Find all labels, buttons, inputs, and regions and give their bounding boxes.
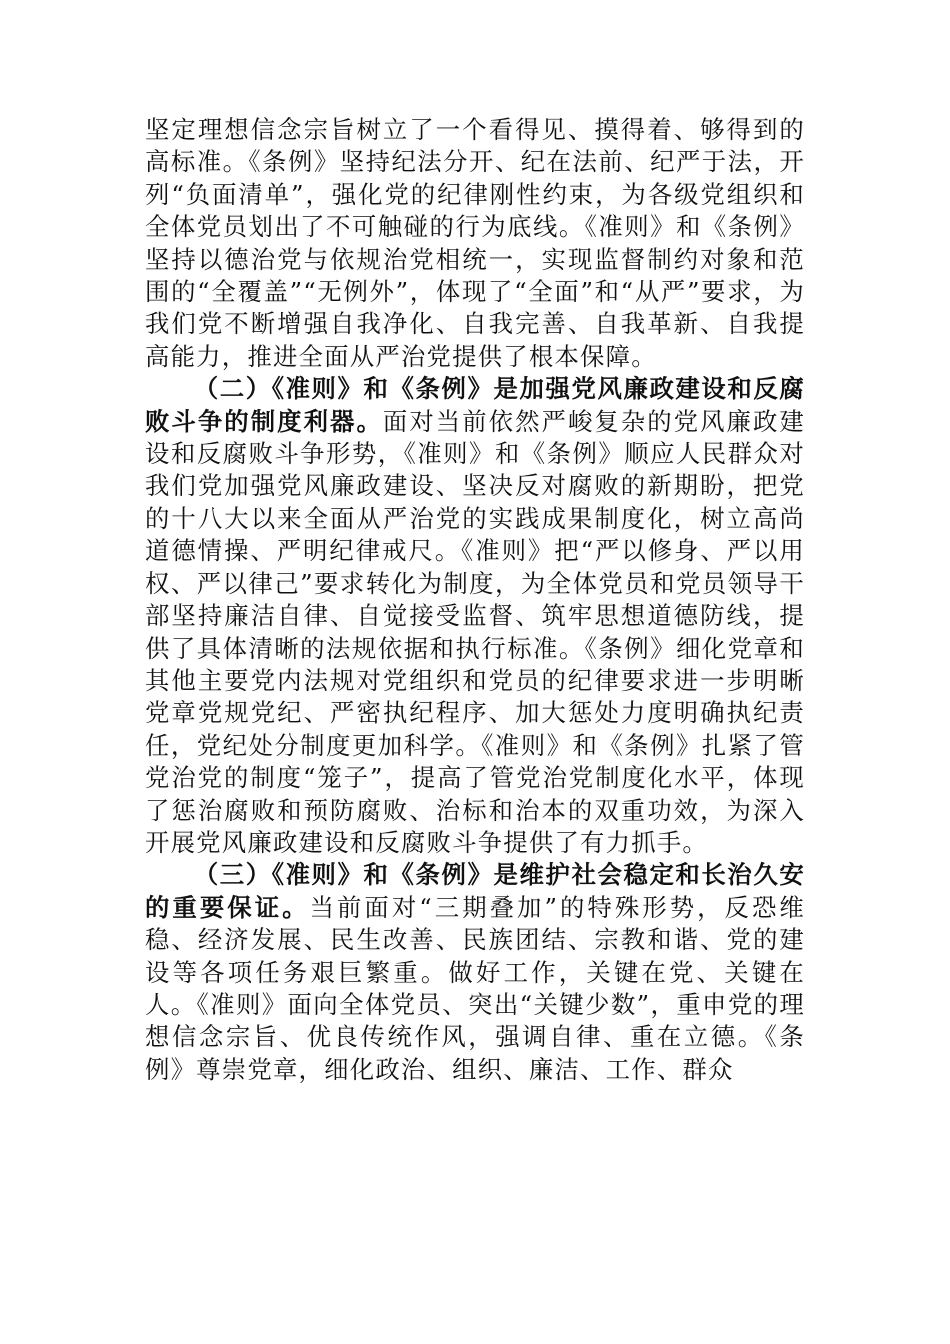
paragraph-2-lead: （二）《准则》和《条例》是加强党风廉政建设和反腐败斗争的制度利器。 (145, 374, 805, 436)
paragraph-1 (145, 114, 805, 373)
document-body (145, 114, 805, 1086)
paragraph-3 (145, 859, 805, 1086)
paragraph-3-lead: （三）《准则》和《条例》是维护社会稳定和长治久安的重要保证。 (145, 860, 805, 922)
paragraph-3-text: 当前面对“三期叠加”的特殊形势，反恐维稳、经济发展、民生改善、民族团结、宗教和谐、党的建设等各项任务艰巨繁重。做好工作，关键在党、关键在人。《准则》面向全体党员、突出“关键少数”，重申党的理想信念宗旨、优良传统作风，强调自律、重在立德。《条例》尊崇党章，细化政治、组织、廉洁、工作、群众 (145, 892, 805, 1084)
paragraph-2 (145, 373, 805, 859)
paragraph-1-text: 坚定理想信念宗旨树立了一个看得见、摸得着、够得到的高标准。《条例》坚持纪法分开、纪在法前、纪严于法，开列“负面清单”，强化党的纪律刚性约束，为各级党组织和全体党员划出了不可触碰的行为底线。《准则》和《条例》坚持以德治党与依规治党相统一，实现监督制约对象和范围的“全覆盖”“无例外”，体现了“全面”和“从严”要求，为我们党不断增强自我净化、自我完善、自我革新、自我提高能力，推进全面从严治党提供了根本保障。 (145, 115, 805, 371)
paragraph-2-text: 面对当前依然严峻复杂的党风廉政建设和反腐败斗争形势，《准则》和《条例》顺应人民群众对我们党加强党风廉政建设、坚决反对腐败的新期盼，把党的十八大以来全面从严治党的实践成果制度化，树立高尚道德情操、严明纪律戒尺。《准则》把“严以修身、严以用权、严以律己”要求转化为制度，为全体党员和党员领导干部坚持廉洁自律、自觉接受监督、筑牢思想道德防线，提供了具体清晰的法规依据和执行标准。《条例》细化党章和其他主要党内法规对党组织和党员的纪律要求进一步明晰党章党规党纪、严密执纪程序、加大惩处力度明确执纪责任，党纪处分制度更加科学。《准则》和《条例》扎紧了管党治党的制度“笼子”，提高了管党治党制度化水平，体现了惩治腐败和预防腐败、治标和治本的双重功效，为深入开展党风廉政建设和反腐败斗争提供了有力抓手。 (145, 406, 805, 857)
